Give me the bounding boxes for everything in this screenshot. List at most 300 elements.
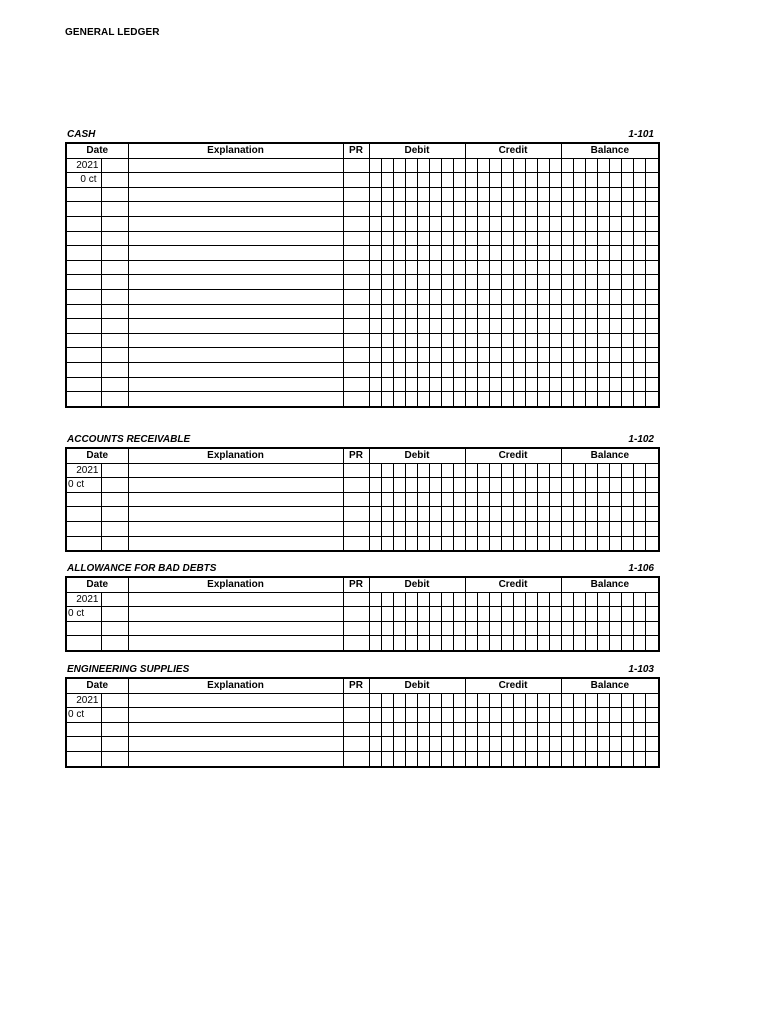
debit-digit-cell[interactable] — [417, 521, 429, 536]
balance-digit-cell[interactable] — [633, 260, 645, 275]
debit-digit-cell[interactable] — [417, 636, 429, 651]
credit-digit-cell[interactable] — [477, 319, 489, 334]
pr-cell[interactable] — [343, 708, 369, 723]
credit-digit-cell[interactable] — [477, 751, 489, 766]
balance-digit-cell[interactable] — [633, 275, 645, 290]
credit-digit-cell[interactable] — [501, 621, 513, 636]
credit-digit-cell[interactable] — [477, 521, 489, 536]
date-day-cell[interactable] — [101, 202, 128, 217]
debit-digit-cell[interactable] — [405, 392, 417, 407]
credit-digit-cell[interactable] — [537, 289, 549, 304]
balance-digit-cell[interactable] — [633, 158, 645, 173]
debit-digit-cell[interactable] — [393, 333, 405, 348]
credit-digit-cell[interactable] — [513, 289, 525, 304]
credit-digit-cell[interactable] — [477, 708, 489, 723]
credit-digit-cell[interactable] — [501, 246, 513, 261]
date-month-cell[interactable] — [66, 348, 101, 363]
debit-digit-cell[interactable] — [393, 216, 405, 231]
credit-digit-cell[interactable] — [501, 362, 513, 377]
pr-cell[interactable] — [343, 275, 369, 290]
debit-digit-cell[interactable] — [405, 693, 417, 708]
credit-digit-cell[interactable] — [501, 392, 513, 407]
credit-digit-cell[interactable] — [537, 231, 549, 246]
explanation-cell[interactable] — [128, 216, 343, 231]
balance-digit-cell[interactable] — [609, 751, 621, 766]
debit-digit-cell[interactable] — [381, 492, 393, 507]
credit-digit-cell[interactable] — [465, 260, 477, 275]
pr-cell[interactable] — [343, 536, 369, 551]
balance-digit-cell[interactable] — [621, 636, 633, 651]
debit-digit-cell[interactable] — [393, 260, 405, 275]
balance-digit-cell[interactable] — [573, 362, 585, 377]
date-day-cell[interactable] — [101, 636, 128, 651]
balance-digit-cell[interactable] — [585, 392, 597, 407]
balance-digit-cell[interactable] — [597, 362, 609, 377]
credit-digit-cell[interactable] — [525, 693, 537, 708]
debit-digit-cell[interactable] — [369, 722, 381, 737]
debit-digit-cell[interactable] — [429, 231, 441, 246]
balance-digit-cell[interactable] — [561, 737, 573, 752]
debit-digit-cell[interactable] — [393, 158, 405, 173]
debit-digit-cell[interactable] — [381, 275, 393, 290]
debit-digit-cell[interactable] — [369, 737, 381, 752]
balance-digit-cell[interactable] — [645, 216, 659, 231]
debit-digit-cell[interactable] — [405, 377, 417, 392]
credit-digit-cell[interactable] — [549, 275, 561, 290]
date-month-cell[interactable] — [66, 246, 101, 261]
balance-digit-cell[interactable] — [633, 693, 645, 708]
debit-digit-cell[interactable] — [429, 319, 441, 334]
balance-digit-cell[interactable] — [573, 377, 585, 392]
explanation-cell[interactable] — [128, 377, 343, 392]
credit-digit-cell[interactable] — [489, 289, 501, 304]
balance-digit-cell[interactable] — [585, 333, 597, 348]
credit-digit-cell[interactable] — [465, 304, 477, 319]
debit-digit-cell[interactable] — [417, 751, 429, 766]
balance-digit-cell[interactable] — [645, 275, 659, 290]
balance-digit-cell[interactable] — [621, 621, 633, 636]
credit-digit-cell[interactable] — [525, 187, 537, 202]
debit-digit-cell[interactable] — [369, 173, 381, 188]
balance-digit-cell[interactable] — [585, 693, 597, 708]
balance-digit-cell[interactable] — [597, 621, 609, 636]
date-day-cell[interactable] — [101, 737, 128, 752]
balance-digit-cell[interactable] — [633, 377, 645, 392]
debit-digit-cell[interactable] — [453, 478, 465, 493]
balance-digit-cell[interactable] — [597, 492, 609, 507]
pr-cell[interactable] — [343, 348, 369, 363]
debit-digit-cell[interactable] — [369, 202, 381, 217]
debit-digit-cell[interactable] — [381, 607, 393, 622]
balance-digit-cell[interactable] — [645, 592, 659, 607]
pr-cell[interactable] — [343, 478, 369, 493]
date-month-cell[interactable] — [66, 187, 101, 202]
date-day-cell[interactable] — [101, 275, 128, 290]
debit-digit-cell[interactable] — [441, 173, 453, 188]
balance-digit-cell[interactable] — [585, 260, 597, 275]
credit-digit-cell[interactable] — [525, 492, 537, 507]
debit-digit-cell[interactable] — [429, 722, 441, 737]
debit-digit-cell[interactable] — [429, 478, 441, 493]
debit-digit-cell[interactable] — [405, 621, 417, 636]
date-year-cell[interactable]: 2021 — [66, 693, 101, 708]
balance-digit-cell[interactable] — [609, 478, 621, 493]
debit-digit-cell[interactable] — [417, 289, 429, 304]
balance-digit-cell[interactable] — [633, 478, 645, 493]
explanation-cell[interactable] — [128, 463, 343, 478]
debit-digit-cell[interactable] — [429, 521, 441, 536]
date-day-cell[interactable] — [101, 173, 128, 188]
pr-cell[interactable] — [343, 377, 369, 392]
balance-digit-cell[interactable] — [609, 158, 621, 173]
credit-digit-cell[interactable] — [549, 333, 561, 348]
debit-digit-cell[interactable] — [369, 463, 381, 478]
pr-cell[interactable] — [343, 607, 369, 622]
credit-digit-cell[interactable] — [549, 260, 561, 275]
debit-digit-cell[interactable] — [453, 319, 465, 334]
debit-digit-cell[interactable] — [417, 319, 429, 334]
balance-digit-cell[interactable] — [645, 187, 659, 202]
balance-digit-cell[interactable] — [585, 202, 597, 217]
debit-digit-cell[interactable] — [405, 202, 417, 217]
balance-digit-cell[interactable] — [645, 708, 659, 723]
balance-digit-cell[interactable] — [633, 636, 645, 651]
balance-digit-cell[interactable] — [561, 722, 573, 737]
balance-digit-cell[interactable] — [597, 636, 609, 651]
debit-digit-cell[interactable] — [441, 348, 453, 363]
credit-digit-cell[interactable] — [513, 246, 525, 261]
debit-digit-cell[interactable] — [417, 158, 429, 173]
debit-digit-cell[interactable] — [429, 607, 441, 622]
date-day-cell[interactable] — [101, 158, 128, 173]
credit-digit-cell[interactable] — [501, 289, 513, 304]
balance-digit-cell[interactable] — [609, 607, 621, 622]
balance-digit-cell[interactable] — [573, 507, 585, 522]
date-day-cell[interactable] — [101, 592, 128, 607]
date-day-cell[interactable] — [101, 392, 128, 407]
balance-digit-cell[interactable] — [621, 536, 633, 551]
debit-digit-cell[interactable] — [393, 708, 405, 723]
balance-digit-cell[interactable] — [573, 492, 585, 507]
credit-digit-cell[interactable] — [489, 187, 501, 202]
credit-digit-cell[interactable] — [489, 693, 501, 708]
balance-digit-cell[interactable] — [609, 304, 621, 319]
credit-digit-cell[interactable] — [477, 636, 489, 651]
debit-digit-cell[interactable] — [381, 536, 393, 551]
balance-digit-cell[interactable] — [573, 478, 585, 493]
debit-digit-cell[interactable] — [369, 392, 381, 407]
credit-digit-cell[interactable] — [537, 173, 549, 188]
balance-digit-cell[interactable] — [609, 348, 621, 363]
credit-digit-cell[interactable] — [549, 693, 561, 708]
debit-digit-cell[interactable] — [393, 722, 405, 737]
balance-digit-cell[interactable] — [609, 492, 621, 507]
credit-digit-cell[interactable] — [549, 289, 561, 304]
debit-digit-cell[interactable] — [381, 521, 393, 536]
debit-digit-cell[interactable] — [369, 216, 381, 231]
date-month-cell[interactable] — [66, 202, 101, 217]
debit-digit-cell[interactable] — [453, 231, 465, 246]
pr-cell[interactable] — [343, 333, 369, 348]
credit-digit-cell[interactable] — [549, 216, 561, 231]
date-day-cell[interactable] — [101, 362, 128, 377]
debit-digit-cell[interactable] — [429, 693, 441, 708]
balance-digit-cell[interactable] — [597, 275, 609, 290]
debit-digit-cell[interactable] — [393, 621, 405, 636]
balance-digit-cell[interactable] — [645, 693, 659, 708]
balance-digit-cell[interactable] — [609, 621, 621, 636]
debit-digit-cell[interactable] — [405, 607, 417, 622]
credit-digit-cell[interactable] — [525, 362, 537, 377]
pr-cell[interactable] — [343, 392, 369, 407]
debit-digit-cell[interactable] — [429, 463, 441, 478]
credit-digit-cell[interactable] — [549, 607, 561, 622]
balance-digit-cell[interactable] — [573, 722, 585, 737]
balance-digit-cell[interactable] — [573, 187, 585, 202]
credit-digit-cell[interactable] — [537, 492, 549, 507]
balance-digit-cell[interactable] — [645, 231, 659, 246]
debit-digit-cell[interactable] — [369, 187, 381, 202]
credit-digit-cell[interactable] — [477, 621, 489, 636]
pr-cell[interactable] — [343, 722, 369, 737]
debit-digit-cell[interactable] — [393, 693, 405, 708]
balance-digit-cell[interactable] — [621, 289, 633, 304]
debit-digit-cell[interactable] — [369, 507, 381, 522]
debit-digit-cell[interactable] — [393, 636, 405, 651]
balance-digit-cell[interactable] — [585, 348, 597, 363]
credit-digit-cell[interactable] — [477, 693, 489, 708]
balance-digit-cell[interactable] — [633, 348, 645, 363]
debit-digit-cell[interactable] — [381, 737, 393, 752]
debit-digit-cell[interactable] — [417, 246, 429, 261]
date-month-cell[interactable] — [66, 722, 101, 737]
balance-digit-cell[interactable] — [585, 636, 597, 651]
debit-digit-cell[interactable] — [429, 246, 441, 261]
date-day-cell[interactable] — [101, 348, 128, 363]
credit-digit-cell[interactable] — [489, 592, 501, 607]
explanation-cell[interactable] — [128, 478, 343, 493]
pr-cell[interactable] — [343, 463, 369, 478]
balance-digit-cell[interactable] — [573, 216, 585, 231]
date-day-cell[interactable] — [101, 722, 128, 737]
balance-digit-cell[interactable] — [609, 722, 621, 737]
balance-digit-cell[interactable] — [609, 260, 621, 275]
credit-digit-cell[interactable] — [525, 246, 537, 261]
date-day-cell[interactable] — [101, 463, 128, 478]
debit-digit-cell[interactable] — [393, 202, 405, 217]
balance-digit-cell[interactable] — [597, 751, 609, 766]
credit-digit-cell[interactable] — [513, 708, 525, 723]
balance-digit-cell[interactable] — [621, 492, 633, 507]
date-day-cell[interactable] — [101, 751, 128, 766]
date-day-cell[interactable] — [101, 216, 128, 231]
debit-digit-cell[interactable] — [405, 536, 417, 551]
debit-digit-cell[interactable] — [417, 260, 429, 275]
credit-digit-cell[interactable] — [537, 348, 549, 363]
debit-digit-cell[interactable] — [429, 216, 441, 231]
balance-digit-cell[interactable] — [645, 158, 659, 173]
balance-digit-cell[interactable] — [585, 536, 597, 551]
credit-digit-cell[interactable] — [537, 463, 549, 478]
debit-digit-cell[interactable] — [393, 246, 405, 261]
balance-digit-cell[interactable] — [585, 621, 597, 636]
debit-digit-cell[interactable] — [369, 246, 381, 261]
balance-digit-cell[interactable] — [573, 693, 585, 708]
balance-digit-cell[interactable] — [585, 304, 597, 319]
balance-digit-cell[interactable] — [561, 231, 573, 246]
credit-digit-cell[interactable] — [489, 348, 501, 363]
credit-digit-cell[interactable] — [489, 751, 501, 766]
balance-digit-cell[interactable] — [561, 521, 573, 536]
explanation-cell[interactable] — [128, 173, 343, 188]
balance-digit-cell[interactable] — [573, 636, 585, 651]
debit-digit-cell[interactable] — [429, 592, 441, 607]
debit-digit-cell[interactable] — [453, 536, 465, 551]
credit-digit-cell[interactable] — [525, 507, 537, 522]
balance-digit-cell[interactable] — [633, 333, 645, 348]
credit-digit-cell[interactable] — [501, 507, 513, 522]
date-month-cell[interactable] — [66, 507, 101, 522]
credit-digit-cell[interactable] — [537, 319, 549, 334]
credit-digit-cell[interactable] — [525, 216, 537, 231]
credit-digit-cell[interactable] — [513, 275, 525, 290]
debit-digit-cell[interactable] — [453, 693, 465, 708]
credit-digit-cell[interactable] — [465, 478, 477, 493]
credit-digit-cell[interactable] — [465, 275, 477, 290]
credit-digit-cell[interactable] — [537, 392, 549, 407]
debit-digit-cell[interactable] — [441, 158, 453, 173]
credit-digit-cell[interactable] — [501, 492, 513, 507]
balance-digit-cell[interactable] — [585, 521, 597, 536]
debit-digit-cell[interactable] — [441, 492, 453, 507]
debit-digit-cell[interactable] — [441, 708, 453, 723]
credit-digit-cell[interactable] — [513, 463, 525, 478]
balance-digit-cell[interactable] — [585, 377, 597, 392]
balance-digit-cell[interactable] — [573, 158, 585, 173]
balance-digit-cell[interactable] — [561, 751, 573, 766]
debit-digit-cell[interactable] — [405, 492, 417, 507]
explanation-cell[interactable] — [128, 187, 343, 202]
debit-digit-cell[interactable] — [393, 737, 405, 752]
credit-digit-cell[interactable] — [465, 592, 477, 607]
date-day-cell[interactable] — [101, 521, 128, 536]
balance-digit-cell[interactable] — [585, 607, 597, 622]
debit-digit-cell[interactable] — [453, 187, 465, 202]
credit-digit-cell[interactable] — [477, 592, 489, 607]
pr-cell[interactable] — [343, 636, 369, 651]
credit-digit-cell[interactable] — [513, 592, 525, 607]
balance-digit-cell[interactable] — [621, 246, 633, 261]
debit-digit-cell[interactable] — [429, 737, 441, 752]
date-month-cell[interactable] — [66, 392, 101, 407]
debit-digit-cell[interactable] — [381, 693, 393, 708]
debit-digit-cell[interactable] — [417, 507, 429, 522]
explanation-cell[interactable] — [128, 260, 343, 275]
balance-digit-cell[interactable] — [561, 319, 573, 334]
balance-digit-cell[interactable] — [585, 722, 597, 737]
credit-digit-cell[interactable] — [513, 362, 525, 377]
debit-digit-cell[interactable] — [429, 708, 441, 723]
debit-digit-cell[interactable] — [441, 275, 453, 290]
balance-digit-cell[interactable] — [621, 158, 633, 173]
balance-digit-cell[interactable] — [585, 478, 597, 493]
date-day-cell[interactable] — [101, 507, 128, 522]
balance-digit-cell[interactable] — [573, 536, 585, 551]
debit-digit-cell[interactable] — [417, 304, 429, 319]
debit-digit-cell[interactable] — [393, 607, 405, 622]
debit-digit-cell[interactable] — [453, 737, 465, 752]
debit-digit-cell[interactable] — [429, 536, 441, 551]
explanation-cell[interactable] — [128, 289, 343, 304]
credit-digit-cell[interactable] — [537, 275, 549, 290]
balance-digit-cell[interactable] — [573, 521, 585, 536]
balance-digit-cell[interactable] — [609, 507, 621, 522]
credit-digit-cell[interactable] — [537, 536, 549, 551]
balance-digit-cell[interactable] — [621, 722, 633, 737]
debit-digit-cell[interactable] — [393, 463, 405, 478]
credit-digit-cell[interactable] — [477, 231, 489, 246]
debit-digit-cell[interactable] — [417, 202, 429, 217]
credit-digit-cell[interactable] — [477, 187, 489, 202]
debit-digit-cell[interactable] — [417, 478, 429, 493]
explanation-cell[interactable] — [128, 492, 343, 507]
credit-digit-cell[interactable] — [525, 751, 537, 766]
debit-digit-cell[interactable] — [381, 392, 393, 407]
debit-digit-cell[interactable] — [381, 362, 393, 377]
credit-digit-cell[interactable] — [501, 348, 513, 363]
balance-digit-cell[interactable] — [609, 173, 621, 188]
date-month-cell[interactable] — [66, 737, 101, 752]
balance-digit-cell[interactable] — [621, 737, 633, 752]
debit-digit-cell[interactable] — [369, 260, 381, 275]
pr-cell[interactable] — [343, 202, 369, 217]
date-month-cell[interactable] — [66, 362, 101, 377]
balance-digit-cell[interactable] — [609, 319, 621, 334]
debit-digit-cell[interactable] — [405, 260, 417, 275]
balance-digit-cell[interactable] — [561, 362, 573, 377]
debit-digit-cell[interactable] — [393, 392, 405, 407]
credit-digit-cell[interactable] — [549, 348, 561, 363]
credit-digit-cell[interactable] — [489, 231, 501, 246]
debit-digit-cell[interactable] — [381, 463, 393, 478]
balance-digit-cell[interactable] — [597, 158, 609, 173]
balance-digit-cell[interactable] — [585, 216, 597, 231]
debit-digit-cell[interactable] — [429, 304, 441, 319]
debit-digit-cell[interactable] — [441, 319, 453, 334]
debit-digit-cell[interactable] — [405, 751, 417, 766]
credit-digit-cell[interactable] — [513, 158, 525, 173]
balance-digit-cell[interactable] — [645, 304, 659, 319]
debit-digit-cell[interactable] — [417, 708, 429, 723]
explanation-cell[interactable] — [128, 722, 343, 737]
credit-digit-cell[interactable] — [489, 333, 501, 348]
balance-digit-cell[interactable] — [573, 607, 585, 622]
credit-digit-cell[interactable] — [537, 693, 549, 708]
balance-digit-cell[interactable] — [633, 507, 645, 522]
debit-digit-cell[interactable] — [381, 289, 393, 304]
date-day-cell[interactable] — [101, 260, 128, 275]
balance-digit-cell[interactable] — [561, 333, 573, 348]
date-month-cell[interactable]: 0 ct — [66, 708, 101, 723]
date-day-cell[interactable] — [101, 289, 128, 304]
credit-digit-cell[interactable] — [501, 260, 513, 275]
debit-digit-cell[interactable] — [417, 275, 429, 290]
debit-digit-cell[interactable] — [453, 607, 465, 622]
debit-digit-cell[interactable] — [453, 202, 465, 217]
credit-digit-cell[interactable] — [489, 246, 501, 261]
balance-digit-cell[interactable] — [645, 636, 659, 651]
balance-digit-cell[interactable] — [645, 478, 659, 493]
